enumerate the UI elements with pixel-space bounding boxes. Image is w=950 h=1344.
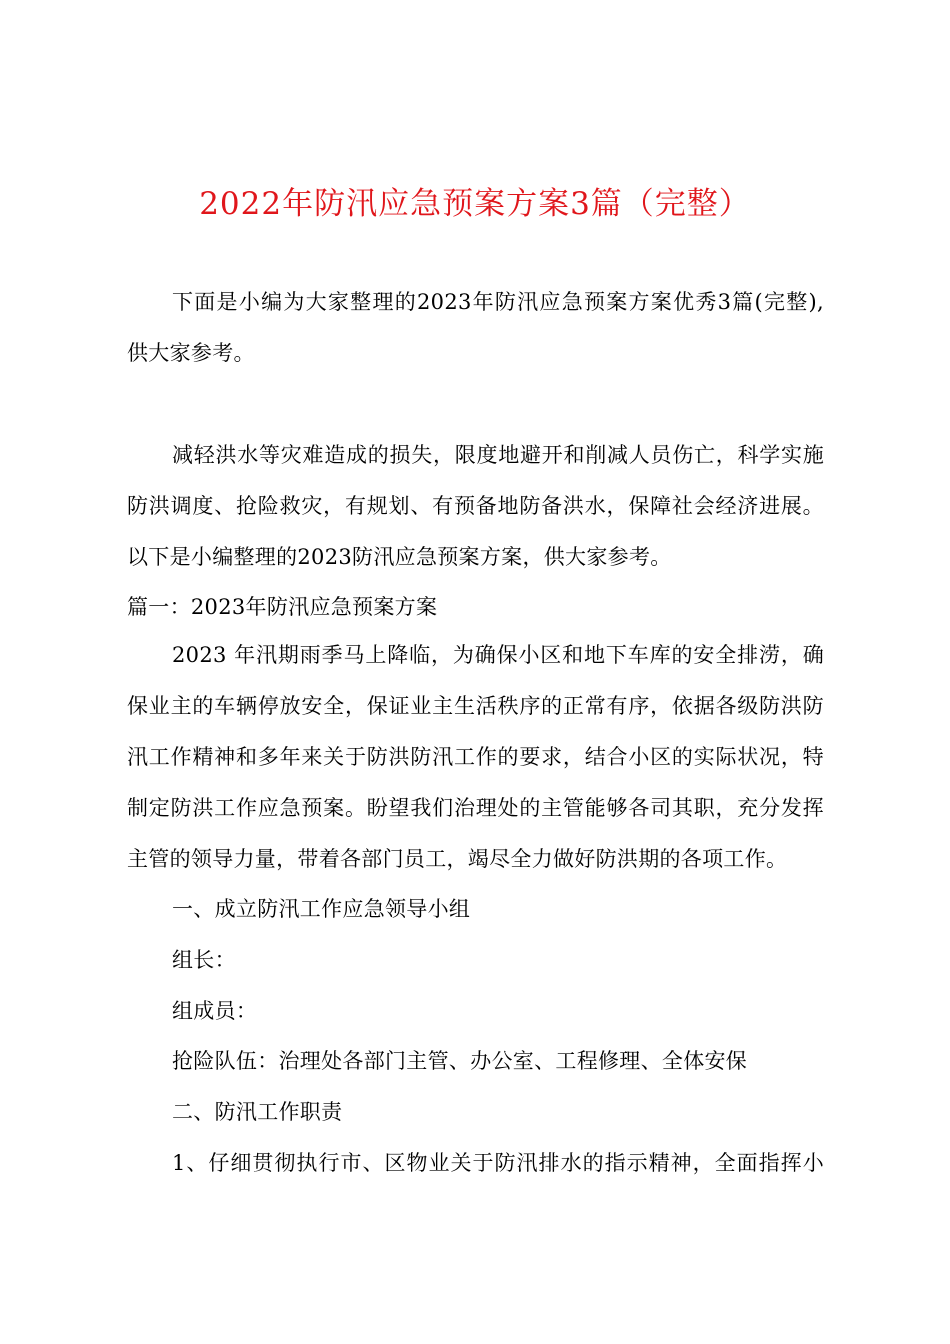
paragraph-line: 组长： [172, 948, 236, 972]
section-heading: 一、成立防汛工作应急领导小组 [172, 897, 471, 921]
paragraph-line: 下面是小编为大家整理的2023年防汛应急预案方案优秀3篇(完整), [172, 290, 824, 314]
paragraph-line: 防洪调度、抢险救灾，有规划、有预备地防备洪水，保障社会经济进展。 [127, 494, 824, 518]
paragraph-line: 汛工作精神和多年来关于防洪防汛工作的要求，结合小区的实际状况，特 [127, 745, 824, 769]
paragraph-line: 减轻洪水等灾难造成的损失，限度地避开和削减人员伤亡，科学实施 [172, 443, 824, 467]
paragraph-line: 抢险队伍：治理处各部门主管、办公室、工程修理、全体安保 [172, 1049, 748, 1073]
paragraph-line: 供大家参考。 [127, 341, 255, 365]
paragraph-line: 2023 年汛期雨季马上降临，为确保小区和地下车库的安全排涝，确 [172, 643, 824, 667]
paragraph-line: 制定防洪工作应急预案。盼望我们治理处的主管能够各司其职，充分发挥 [127, 796, 824, 820]
section-heading: 二、防汛工作职责 [172, 1100, 343, 1124]
paragraph-line: 1、仔细贯彻执行市、区物业关于防汛排水的指示精神，全面指挥小 [172, 1151, 824, 1175]
section-heading: 篇一：2023年防汛应急预案方案 [127, 595, 438, 619]
paragraph-line: 保业主的车辆停放安全，保证业主生活秩序的正常有序，依据各级防洪防 [127, 694, 824, 718]
paragraph-line: 主管的领导力量，带着各部门员工，竭尽全力做好防洪期的各项工作。 [127, 847, 788, 871]
paragraph-line: 以下是小编整理的2023防汛应急预案方案，供大家参考。 [127, 545, 672, 569]
document-title: 2022年防汛应急预案方案3篇（完整） [199, 186, 751, 222]
paragraph-line: 组成员： [172, 999, 258, 1023]
